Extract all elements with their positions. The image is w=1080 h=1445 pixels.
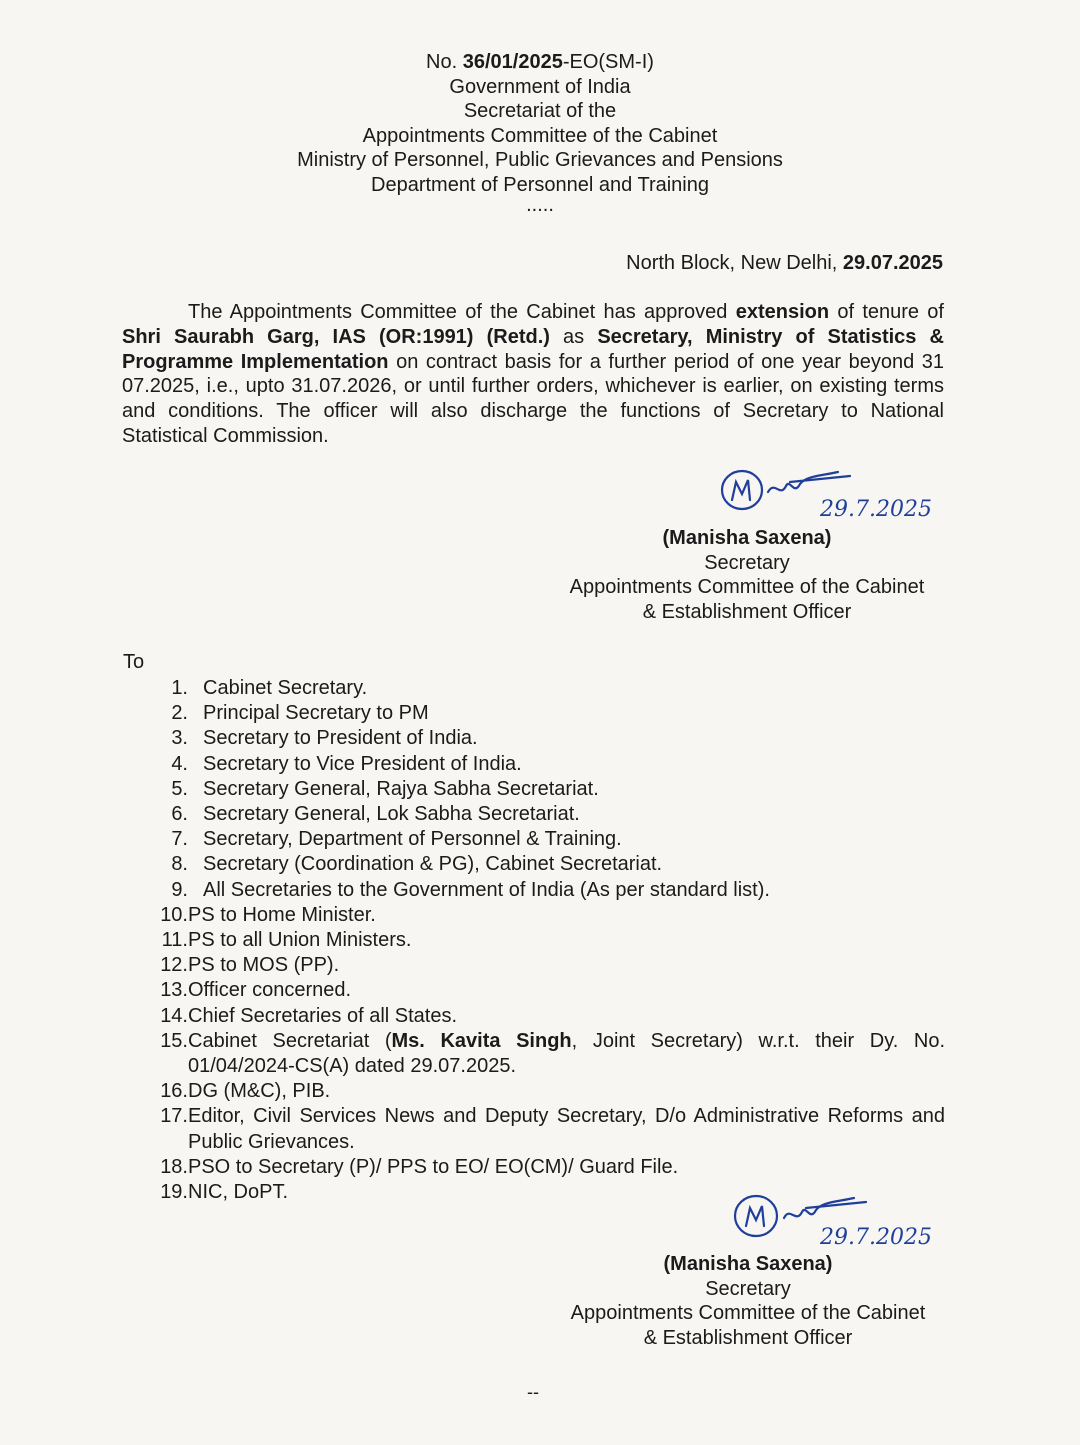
list-item: 7. Secretary, Department of Personnel & Training. <box>171 828 622 851</box>
handwritten-date-1: 29.7.2025 <box>820 497 932 522</box>
list-item: 5. Secretary General, Rajya Sabha Secretariat. <box>171 777 599 800</box>
place-date: North Block, New Delhi, 29.07.2025 <box>626 252 943 274</box>
distribution-list <box>153 676 945 1205</box>
signatory-name: (Manisha Saxena) <box>663 1253 833 1275</box>
header-line-acc: Appointments Committee of the Cabinet <box>362 124 718 147</box>
letter-header <box>0 50 1080 216</box>
list-item: 11. PS to all Union Ministers. <box>161 929 412 952</box>
signatory-name: (Manisha Saxena) <box>662 527 832 549</box>
list-item: 3. Secretary to President of India. <box>171 727 478 750</box>
list-item: 15. Cabinet Secretariat (Ms. Kavita Singh, Joint Secretary) w.r.t. their Dy. No. 01/04/2024-CS(A) dated 29.07.2025. <box>160 1029 946 1078</box>
list-item: 9. All Secretaries to the Government of India (As per standard list). <box>171 878 770 901</box>
signatory-org: Appointments Committee of the Cabinet <box>570 1302 926 1324</box>
header-line-secretariat: Secretariat of the <box>463 100 617 122</box>
list-item: 13. Officer concerned. <box>160 979 352 1002</box>
header-line-department: Department of Personnel and Training <box>371 173 709 196</box>
list-item: 1. Cabinet Secretary. <box>171 677 368 699</box>
list-item: 4. Secretary to Vice President of India. <box>171 752 522 775</box>
list-item: 2. Principal Secretary to PM <box>171 702 429 725</box>
reference-number: No. 36/01/2025-EO(SM-I) <box>426 51 654 73</box>
signatory-role: & Establishment Officer <box>642 600 852 623</box>
signatory-block-1 <box>537 526 957 624</box>
list-item: 16. DG (M&C), PIB. <box>160 1080 331 1103</box>
list-item: 8. Secretary (Coordination & PG), Cabinet Secretariat. <box>171 853 663 876</box>
header-dots: ..... <box>526 194 554 216</box>
list-item: 14. Chief Secretaries of all States. <box>160 1004 458 1027</box>
signatory-block-2 <box>538 1252 958 1350</box>
signatory-org: Appointments Committee of the Cabinet <box>569 576 925 598</box>
order-paragraph: The Appointments Committee of the Cabinet has approved extension of tenure of Shri Saurabh Garg, IAS (OR:1991) (Retd.) as Secretary, Ministry of Statistics & Programme Implementation on contract basis for a further period of one year beyond 31 07.2025, i.e., upto 31.07.2026, or until further orders, whichever is earlier, on existing terms and conditions. The officer will also discharge the functions of Secretary to National Statistical Commission. <box>122 301 944 447</box>
footer-dash: -- <box>527 1382 539 1402</box>
list-item: 6. Secretary General, Lok Sabha Secretariat. <box>171 803 580 826</box>
list-item: 18. PSO to Secretary (P)/ PPS to EO/ EO(CM)/ Guard File. <box>160 1155 679 1178</box>
header-line-government: Government of India <box>449 75 631 98</box>
list-item: 10. PS to Home Minister. <box>160 903 376 926</box>
header-line-ministry: Ministry of Personnel, Public Grievances and Pensions <box>297 149 783 171</box>
to-label: To <box>123 651 145 673</box>
signatory-role: & Establishment Officer <box>643 1326 853 1349</box>
signature-2 <box>732 1188 972 1252</box>
signature-1 <box>720 462 960 524</box>
signatory-title: Secretary <box>705 1277 791 1300</box>
handwritten-date-2: 29.7.2025 <box>820 1225 932 1250</box>
list-item: 19. NIC, DoPT. <box>160 1181 289 1204</box>
list-item: 17. Editor, Civil Services News and Deputy Secretary, D/o Administrative Reforms and Public Grievances. <box>160 1105 945 1153</box>
list-item: 12. PS to MOS (PP). <box>160 954 340 977</box>
signatory-title: Secretary <box>704 551 790 574</box>
